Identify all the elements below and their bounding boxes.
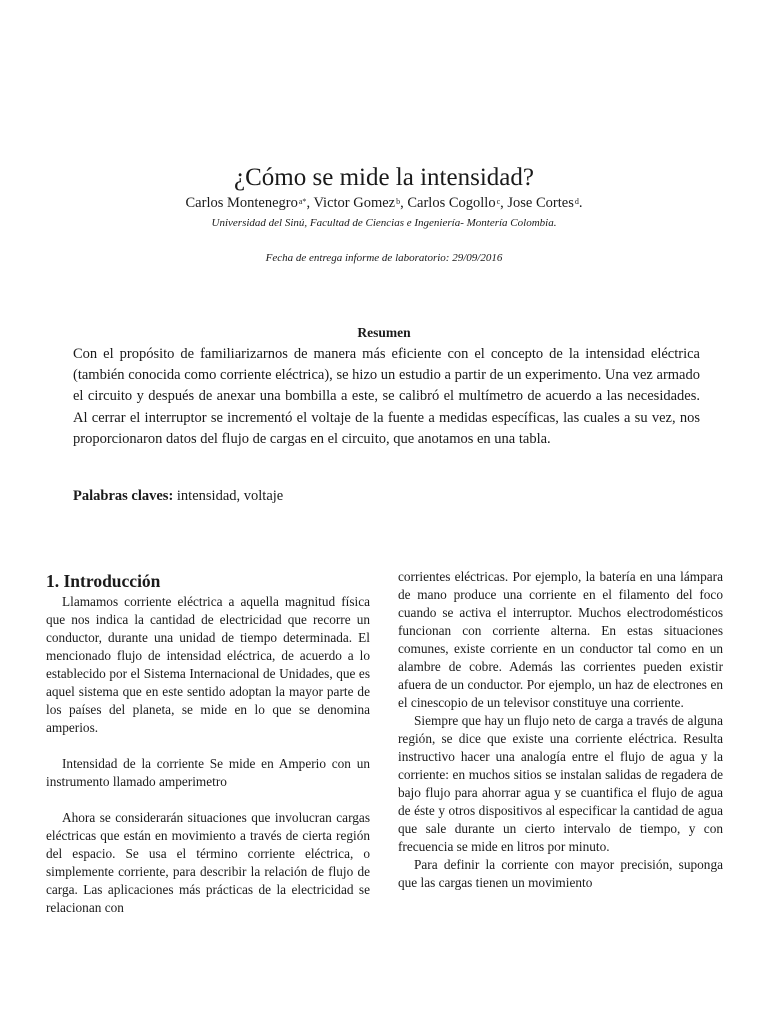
author (186, 195, 314, 211)
body-paragraph: Siempre que hay un flujo neto de carga a través de alguna región, se dice que existe una corriente eléctrica. Resulta instructivo hacer una analogía entre el flujo de agua y la corriente: en muchos sitios se instalan salidas de regadera de bajo flujo para ahorrar agua y se cuantifica el flujo de agua de éste y otros dispositivos al especificar la cantidad de agua que sale durante un cierto intervalo de tiempo, y con frecuencia se mide en litros por minuto. (398, 713, 723, 854)
intro-paragraph: Llamamos corriente eléctrica a aquella magnitud física que nos indica la cantidad de electricidad que recorre un conductor, durante una unidad de tiempo determinada. El mencionado flujo de intensidad eléctrica, de acuerdo a lo establecido por el Sistema Internacional de Unidades, que es aquel sistema que en este sentido adoptan la mayor parte de los países del planeta, se mide en lo que se denomina amperios. (46, 594, 370, 735)
author-separator: , (306, 195, 314, 211)
author-name: Victor Gomez (313, 195, 396, 211)
author-affiliation-mark: b (396, 197, 401, 206)
author-name: Jose Cortes (507, 195, 574, 211)
left-column (46, 570, 370, 917)
affiliation: Universidad del Sinú, Facultad de Ciencias e Ingeniería- Montería Colombia. (211, 217, 557, 229)
author-name: Carlos Montenegro (185, 195, 298, 211)
author-separator: , (400, 195, 408, 211)
paper-title: ¿Cómo se mide la intensidad? (234, 164, 534, 191)
keywords-value: intensidad, voltaje (176, 488, 284, 504)
author-affiliation-mark: c (496, 197, 501, 206)
author-separator: , (500, 195, 508, 211)
body-paragraph: Para definir la corriente con mayor precisión, suponga que las cargas tienen un movimiento (398, 857, 723, 890)
author (507, 195, 582, 211)
author-affiliation-mark: d (574, 197, 579, 206)
author-list (0, 194, 768, 212)
delivery-date: Fecha de entrega informe de laboratorio: 29/09/2016 (265, 252, 503, 264)
author-separator: . (578, 195, 583, 211)
intro-paragraph: Ahora se considerarán situaciones que involucran cargas eléctricas que están en movimiento a través de cierta región del espacio. Se usa el término corriente eléctrica, o simplemente corriente, para describir la relación de flujo de carga. Las aplicaciones más prácticas de la electricidad se relacionan con (46, 810, 370, 915)
author-name: Carlos Cogollo (407, 195, 496, 211)
keywords-label: Palabras claves: (73, 488, 174, 504)
abstract-text: Con el propósito de familiarizarnos de manera más eficiente con el concepto de la intensidad eléctrica (también conocida como corriente eléctrica), se hizo un estudio a partir de un experimento. Una vez armado el circuito y después de anexar una bombilla a este, se calibró el multímetro de acuerdo a las necesidades. Al cerrar el interruptor se incrementó el voltaje de la fuente a medidas específicas, las cuales a su vez, nos proporcionaron datos del flujo de cargas en el circuito, que anotamos en una tabla. (73, 346, 700, 447)
keywords (73, 486, 700, 506)
abstract-heading: Resumen (357, 325, 411, 340)
author-affiliation-mark: a* (298, 197, 307, 206)
introduction-heading: 1. Introducción (46, 571, 161, 591)
author (407, 195, 507, 211)
author (313, 195, 407, 211)
right-column (398, 568, 723, 892)
body-paragraph: corrientes eléctricas. Por ejemplo, la batería en una lámpara de mano produce una corriente en el filamento del foco cuando se activa el interruptor. Muchos electrodomésticos funcionan con corriente alterna. En estas situaciones comunes, existe corriente en un conductor tal como en un alambre de cobre. Además las corrientes pueden existir afuera de un conductor. Por ejemplo, un haz de electrones en el cinescopio de un televisor constituye una corriente. (398, 569, 723, 710)
intro-paragraph: Intensidad de la corriente Se mide en Amperio con un instrumento llamado amperimetro (46, 756, 370, 789)
